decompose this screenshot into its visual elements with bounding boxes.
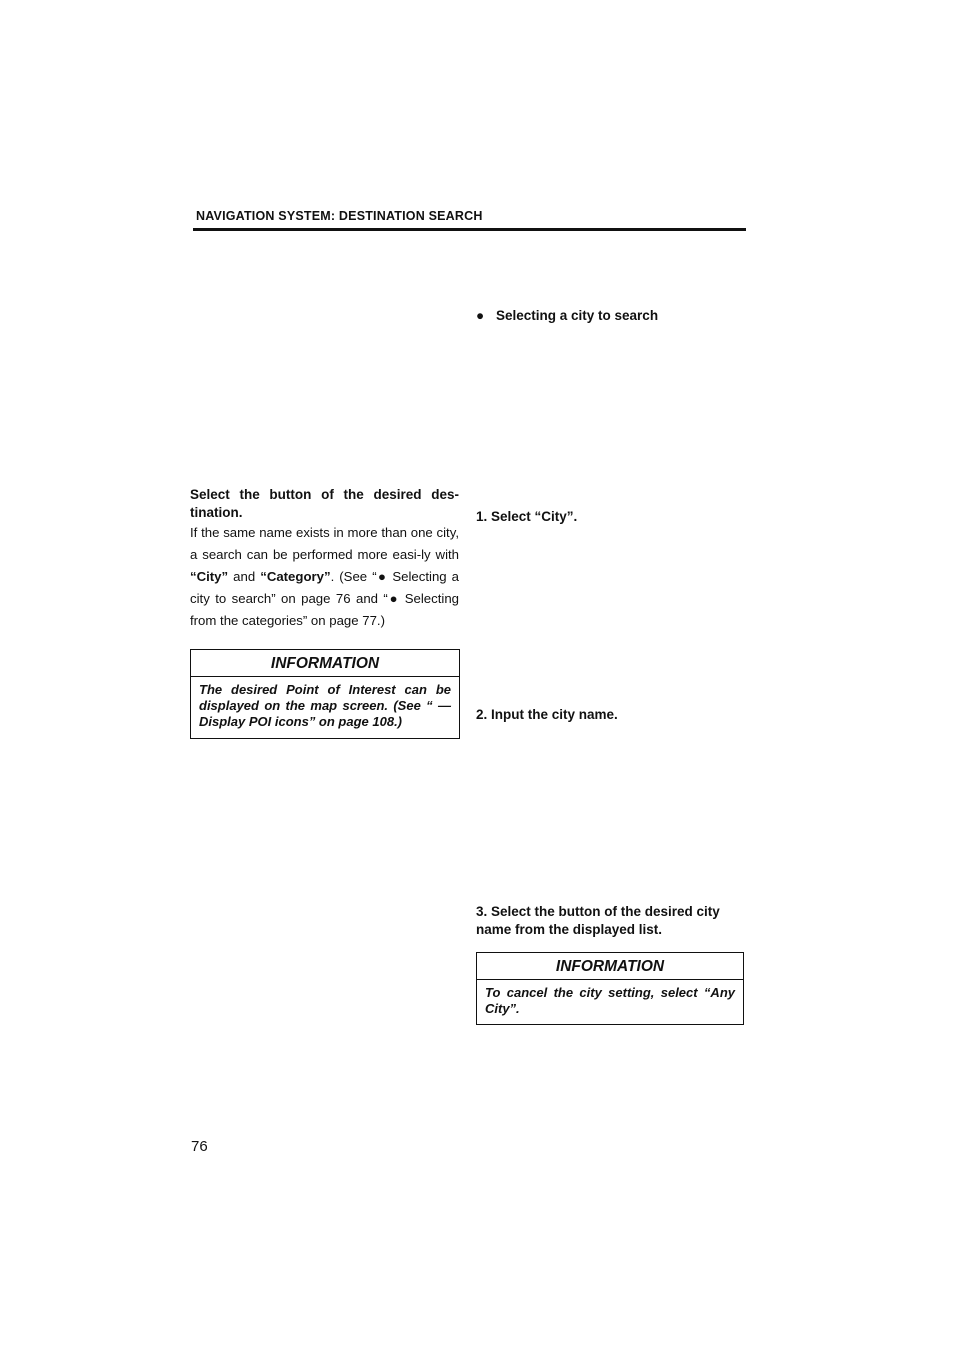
section-heading (476, 308, 658, 323)
section-heading-text: Selecting a city to search (496, 308, 659, 323)
step-3: 3. Select the button of the desired city name from the displayed list. (476, 904, 720, 937)
step-1: 1. Select “City”. (476, 509, 578, 524)
category-label: “Category” (260, 569, 331, 584)
city-label: “City” (190, 569, 229, 584)
para-text-2: . (See “● Selecting a city to search” on page 76 and “● Selecting from the categories” on page 77.) (190, 569, 459, 628)
information-text: To cancel the city setting, select “Any City”. (485, 985, 735, 1016)
information-title: INFORMATION (555, 958, 665, 975)
para-text-1: If the same name exists in more than one city, a search can be performed more easi-ly with (190, 525, 459, 562)
information-box-left (190, 649, 460, 739)
page-header-title: NAVIGATION SYSTEM: DESTINATION SEARCH (196, 209, 483, 223)
lead-instruction: Select the button of the desired des-tination. (190, 487, 459, 520)
information-title: INFORMATION (270, 655, 380, 672)
information-box-right (476, 952, 744, 1025)
bullet-icon: ● (476, 308, 485, 323)
step-2: 2. Input the city name. (476, 707, 618, 722)
information-text: The desired Point of Interest can be displayed on the map screen. (See “ — Display POI icons” on page 108.) (199, 682, 451, 729)
page-number: 76 (191, 1138, 208, 1155)
header-rule (193, 228, 746, 231)
body-paragraph (190, 522, 459, 632)
para-and: and (228, 569, 261, 584)
